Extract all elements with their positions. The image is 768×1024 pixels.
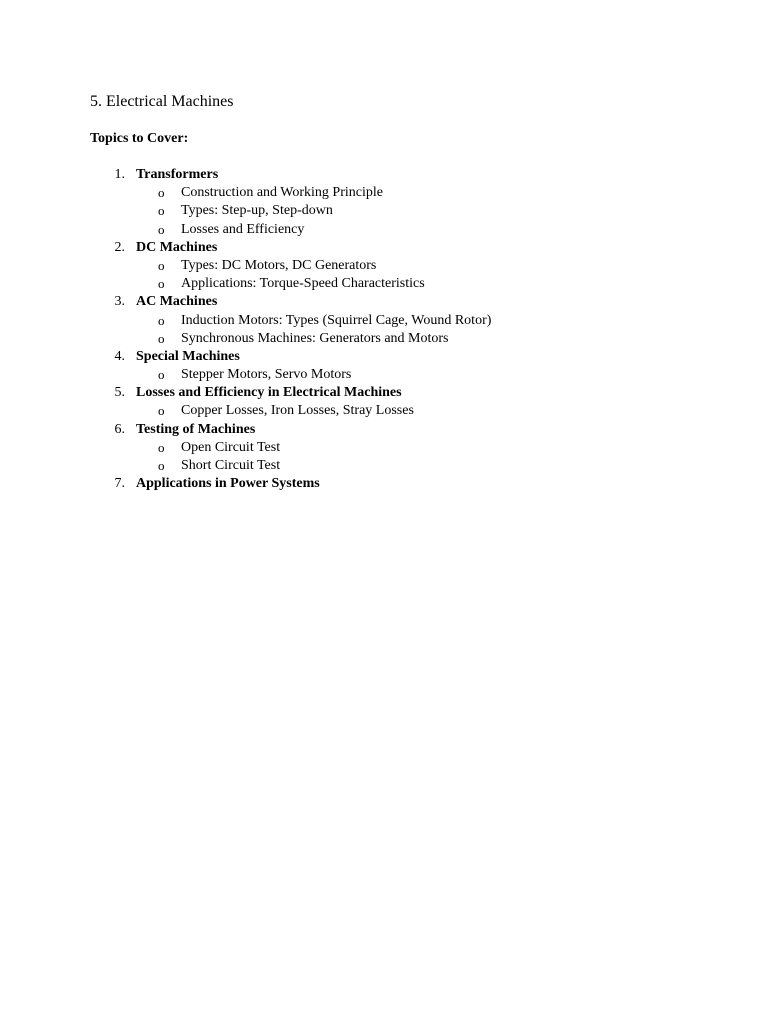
subtopic-list bbox=[0, 184, 768, 239]
hollow-bullet-icon: o bbox=[158, 257, 165, 273]
topic-item bbox=[0, 293, 768, 348]
topic-number: 7. bbox=[114, 476, 125, 492]
hollow-bullet-icon: o bbox=[158, 439, 165, 455]
hollow-bullet-icon: o bbox=[158, 185, 165, 201]
topic-line bbox=[0, 239, 768, 257]
subtopic-item bbox=[0, 275, 768, 293]
topic-title: Testing of Machines bbox=[136, 421, 256, 437]
subtopic-item bbox=[0, 366, 768, 384]
topic-item bbox=[0, 475, 768, 493]
topics-subheading: Topics to Cover: bbox=[90, 131, 189, 146]
topic-title: Transformers bbox=[136, 167, 219, 182]
topic-item bbox=[0, 166, 768, 239]
subtopic-text: Short Circuit Test bbox=[181, 458, 281, 473]
subtopic-text: Construction and Working Principle bbox=[181, 185, 383, 201]
subtopic-list bbox=[0, 402, 768, 420]
hollow-bullet-icon: o bbox=[158, 312, 165, 328]
subtopic-text: Types: DC Motors, DC Generators bbox=[181, 257, 377, 273]
topic-line bbox=[0, 384, 768, 402]
subtopic-list bbox=[0, 312, 768, 348]
subtopic-list bbox=[0, 439, 768, 475]
topic-number: 1. bbox=[114, 167, 125, 182]
hollow-bullet-icon: o bbox=[158, 276, 165, 292]
subtopic-text: Induction Motors: Types (Squirrel Cage, Wound Rotor) bbox=[181, 312, 492, 328]
subtopic-item bbox=[0, 257, 768, 275]
topic-number: 3. bbox=[114, 294, 125, 310]
subtopic-item bbox=[0, 439, 768, 457]
subtopic-item bbox=[0, 312, 768, 330]
topic-item bbox=[0, 239, 768, 294]
topic-line bbox=[0, 348, 768, 366]
subtopic-list bbox=[0, 366, 768, 384]
subtopic-item bbox=[0, 202, 768, 220]
subtopic-text: Applications: Torque-Speed Characteristics bbox=[181, 276, 425, 292]
topic-title: DC Machines bbox=[136, 239, 218, 255]
topic-item bbox=[0, 421, 768, 476]
hollow-bullet-icon: o bbox=[158, 221, 165, 237]
topic-number: 2. bbox=[114, 239, 125, 255]
topic-number: 4. bbox=[114, 348, 125, 364]
hollow-bullet-icon: o bbox=[158, 403, 165, 419]
topic-line bbox=[0, 166, 768, 184]
subtopic-list bbox=[0, 257, 768, 293]
topic-number: 6. bbox=[114, 421, 125, 437]
subtopic-item bbox=[0, 221, 768, 239]
subtopic-text: Losses and Efficiency bbox=[181, 221, 305, 237]
subtopic-item bbox=[0, 330, 768, 348]
subtopic-item bbox=[0, 457, 768, 475]
topic-list bbox=[0, 166, 768, 493]
subtopic-item bbox=[0, 402, 768, 420]
subtopic-text: Stepper Motors, Servo Motors bbox=[181, 367, 352, 383]
subtopic-text: Copper Losses, Iron Losses, Stray Losses bbox=[181, 403, 414, 419]
topic-line bbox=[0, 421, 768, 439]
topic-title: Applications in Power Systems bbox=[136, 476, 320, 492]
topic-number: 5. bbox=[114, 385, 125, 401]
topic-title: Special Machines bbox=[136, 348, 240, 364]
hollow-bullet-icon: o bbox=[158, 367, 165, 383]
hollow-bullet-icon: o bbox=[158, 458, 165, 473]
topic-item bbox=[0, 384, 768, 420]
subtopic-item bbox=[0, 184, 768, 202]
hollow-bullet-icon: o bbox=[158, 203, 165, 219]
subtopic-text: Synchronous Machines: Generators and Motors bbox=[181, 330, 449, 346]
topic-line bbox=[0, 475, 768, 493]
subtopic-text: Open Circuit Test bbox=[181, 439, 281, 455]
hollow-bullet-icon: o bbox=[158, 330, 165, 346]
topic-title: Losses and Efficiency in Electrical Machines bbox=[136, 385, 402, 401]
topic-title: AC Machines bbox=[136, 294, 218, 310]
topic-line bbox=[0, 293, 768, 311]
subtopic-text: Types: Step-up, Step-down bbox=[181, 203, 333, 219]
section-heading: 5. Electrical Machines bbox=[90, 93, 234, 110]
topic-item bbox=[0, 348, 768, 384]
